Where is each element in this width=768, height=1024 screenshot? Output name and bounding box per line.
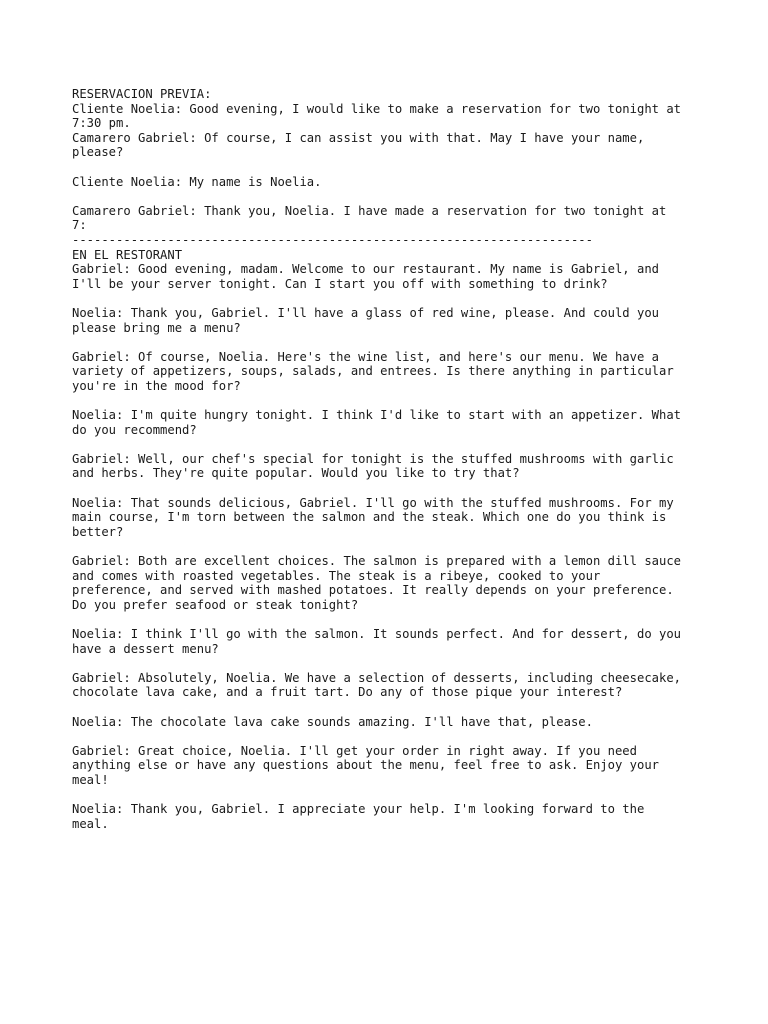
text-line: have a dessert menu? xyxy=(72,641,219,656)
text-line: and herbs. They're quite popular. Would you like to try that? xyxy=(72,466,520,481)
blank-line xyxy=(72,481,712,496)
blank-line xyxy=(72,700,712,715)
blank-line xyxy=(72,291,712,306)
text-line: Gabriel: Great choice, Noelia. I'll get your order in right away. If you need xyxy=(72,743,637,758)
blank-line xyxy=(72,160,712,175)
blank-line xyxy=(72,729,712,744)
text-line: Cliente Noelia: Good evening, I would like to make a reservation for two tonight at xyxy=(72,101,682,116)
text-line: Camarero Gabriel: Of course, I can assist you with that. May I have your name, xyxy=(72,130,645,145)
text-line: Gabriel: Good evening, madam. Welcome to our restaurant. My name is Gabriel, and xyxy=(72,262,659,277)
text-line: Noelia: Thank you, Gabriel. I'll have a glass of red wine, please. And could you xyxy=(72,305,659,320)
text-line: I'll be your server tonight. Can I start you off with something to drink? xyxy=(72,276,608,291)
section-heading: RESERVACION PREVIA: xyxy=(72,87,212,101)
text-line: Noelia: That sounds delicious, Gabriel. I'll go with the stuffed mushrooms. For my xyxy=(72,495,674,510)
blank-line xyxy=(72,437,712,452)
text-line: Do you prefer seafood or steak tonight? xyxy=(72,597,359,612)
section-divider: ----------------------------------------------------------------------- xyxy=(72,232,593,247)
text-line: Cliente Noelia: My name is Noelia. xyxy=(72,174,322,189)
text-line: Noelia: I think I'll go with the salmon. It sounds perfect. And for dessert, do you xyxy=(72,626,682,641)
blank-line xyxy=(72,393,712,408)
blank-line xyxy=(72,189,712,204)
blank-line xyxy=(72,539,712,554)
text-line: do you recommend? xyxy=(72,422,197,437)
text-line: please bring me a menu? xyxy=(72,320,241,335)
text-line: Gabriel: Absolutely, Noelia. We have a selection of desserts, including cheesecake, xyxy=(72,670,682,685)
text-line: Gabriel: Of course, Noelia. Here's the wine list, and here's our menu. We have a xyxy=(72,349,659,364)
text-line: Noelia: Thank you, Gabriel. I appreciate your help. I'm looking forward to the xyxy=(72,802,645,817)
text-line: meal! xyxy=(72,772,109,787)
text-line: 7:30 pm. xyxy=(72,116,131,131)
text-line: better? xyxy=(72,524,124,539)
blank-line xyxy=(72,335,712,350)
text-line: 7: xyxy=(72,218,87,233)
text-line: and comes with roasted vegetables. The steak is a ribeye, cooked to your xyxy=(72,568,601,583)
text-line: Gabriel: Both are excellent choices. The salmon is prepared with a lemon dill sauce xyxy=(72,554,682,568)
text-line: Noelia: I'm quite hungry tonight. I think I'd like to start with an appetizer. What xyxy=(72,408,682,423)
text-line: meal. xyxy=(72,816,109,831)
section-heading: EN EL RESTORANT xyxy=(72,247,183,262)
text-line: Camarero Gabriel: Thank you, Noelia. I have made a reservation for two tonight at xyxy=(72,203,667,218)
text-line: please? xyxy=(72,145,124,160)
text-line: preference, and served with mashed potatoes. It really depends on your preference. xyxy=(72,583,674,598)
text-line: you're in the mood for? xyxy=(72,378,241,393)
text-line: anything else or have any questions about the menu, feel free to ask. Enjoy your xyxy=(72,758,659,773)
text-line: main course, I'm torn between the salmon and the steak. Which one do you think is xyxy=(72,510,667,525)
document-page xyxy=(72,87,712,831)
text-line: chocolate lava cake, and a fruit tart. Do any of those pique your interest? xyxy=(72,685,623,700)
blank-line xyxy=(72,656,712,671)
blank-line xyxy=(72,612,712,627)
text-line: Gabriel: Well, our chef's special for tonight is the stuffed mushrooms with garlic xyxy=(72,451,674,466)
blank-line xyxy=(72,788,712,803)
text-line: variety of appetizers, soups, salads, and entrees. Is there anything in particular xyxy=(72,364,674,379)
text-line: Noelia: The chocolate lava cake sounds amazing. I'll have that, please. xyxy=(72,714,593,729)
